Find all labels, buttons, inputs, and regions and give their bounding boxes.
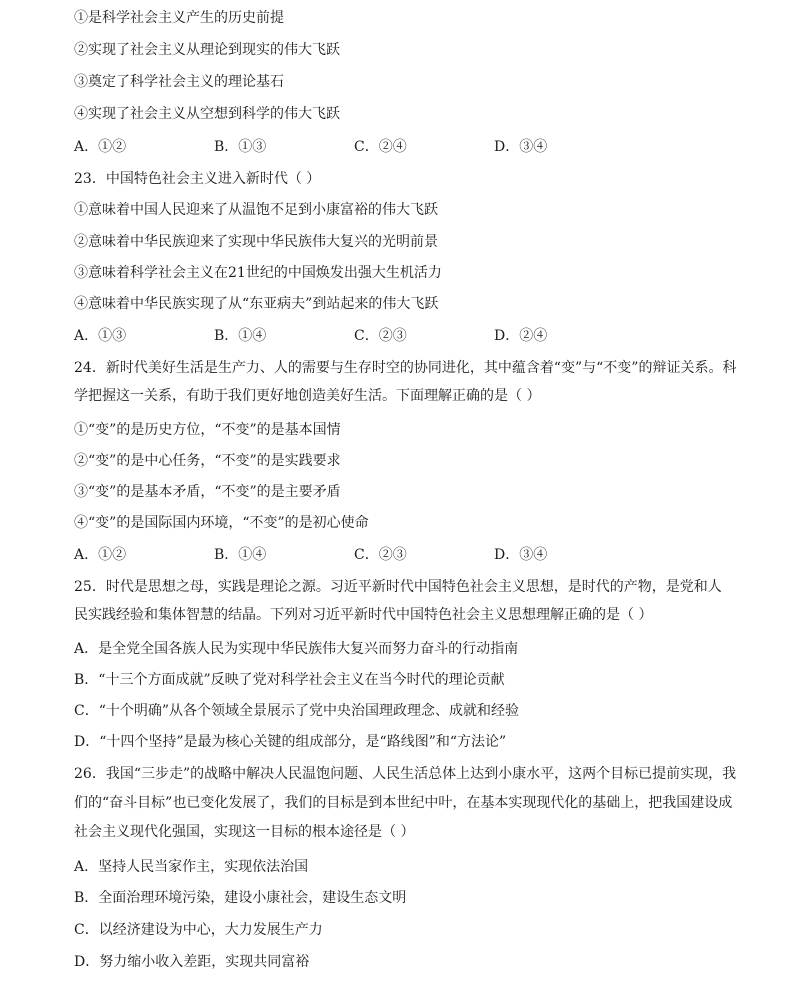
option-d: D．③④ xyxy=(494,139,548,155)
q25-c: C．“十个明确”从各个领域全景展示了党中央治国理政理念、成就和经验 xyxy=(74,703,520,719)
q25-stem-2: 民实践经验和集体智慧的结晶。下列对习近平新时代中国特色社会主义思想理解正确的是（ ） xyxy=(74,607,653,623)
option-d: D．③④ xyxy=(494,547,548,563)
q25-d: D．“十四个坚持”是最为核心关键的组成部分，是“路线图”和“方法论” xyxy=(74,734,507,750)
q24-options xyxy=(74,545,734,565)
option-a: A．①③ xyxy=(74,328,127,344)
q26-a: A．坚持人民当家作主，实现依法治国 xyxy=(74,859,309,875)
q23-s2: ②意味着中华民族迎来了实现中华民族伟大复兴的光明前景 xyxy=(74,234,438,250)
q23-s1: ①意味着中国人民迎来了从温饱不足到小康富裕的伟大飞跃 xyxy=(74,202,438,218)
option-a: A．①② xyxy=(74,547,127,563)
q26-stem-3: 社会主义现代化强国，实现这一目标的根本途径是（ ） xyxy=(74,824,415,840)
q23-options xyxy=(74,326,734,346)
q26-d: D．努力缩小收入差距，实现共同富裕 xyxy=(74,954,310,970)
q22-s1: ①是科学社会主义产生的历史前提 xyxy=(74,10,284,26)
q22-options xyxy=(74,137,734,157)
q24-s4: ④“变”的是国际国内环境，“不变”的是初心使命 xyxy=(74,515,369,531)
option-b: B．①④ xyxy=(214,547,267,563)
q26-b: B．全面治理环境污染，建设小康社会，建设生态文明 xyxy=(74,890,407,906)
option-a: A．①② xyxy=(74,139,127,155)
q26-stem-1: 26．我国“三步走”的战略中解决人民温饱问题、人民生活总体上达到小康水平，这两个目标已提前实现，我 xyxy=(74,766,737,782)
q24-stem-2: 学把握这一关系，有助于我们更好地创造美好生活。下面理解正确的是（ ） xyxy=(74,388,541,404)
option-c: C．②④ xyxy=(354,139,407,155)
option-b: B．①③ xyxy=(214,139,267,155)
q24-s3: ③“变”的是基本矛盾，“不变”的是主要矛盾 xyxy=(74,484,341,500)
q23-s3: ③意味着科学社会主义在21世纪的中国焕发出强大生机活力 xyxy=(74,265,442,281)
q24-s1: ①“变”的是历史方位，“不变”的是基本国情 xyxy=(74,422,341,438)
q25-stem-1: 25．时代是思想之母，实践是理论之源。习近平新时代中国特色社会主义思想，是时代的产物，是党和人 xyxy=(74,579,722,595)
q23-stem: 23．中国特色社会主义进入新时代（ ） xyxy=(74,171,321,187)
q23-s4: ④意味着中华民族实现了从“东亚病夫”到站起来的伟大飞跃 xyxy=(74,296,439,312)
q24-s2: ②“变”的是中心任务，“不变”的是实践要求 xyxy=(74,453,341,469)
q25-b: B．“十三个方面成就”反映了党对科学社会主义在当今时代的理论贡献 xyxy=(74,672,505,688)
option-c: C．②③ xyxy=(354,328,407,344)
q22-s3: ③奠定了科学社会主义的理论基石 xyxy=(74,74,284,90)
option-c: C．②③ xyxy=(354,547,407,563)
q26-c: C．以经济建设为中心，大力发展生产力 xyxy=(74,922,323,938)
q26-stem-2: 们的“奋斗目标”也已变化发展了，我们的目标是到本世纪中叶，在基本实现现代化的基础上，把我国建设成 xyxy=(74,795,733,811)
q22-s2: ②实现了社会主义从理论到现实的伟大飞跃 xyxy=(74,42,340,58)
q25-a: A．是全党全国各族人民为实现中华民族伟大复兴而努力奋斗的行动指南 xyxy=(74,641,519,657)
q22-s4: ④实现了社会主义从空想到科学的伟大飞跃 xyxy=(74,106,340,122)
q24-stem-1: 24．新时代美好生活是生产力、人的需要与生存时空的协同进化，其中蕴含着“变”与“不变”的辩证关系。科 xyxy=(74,360,737,376)
option-d: D．②④ xyxy=(494,328,548,344)
option-b: B．①④ xyxy=(214,328,267,344)
